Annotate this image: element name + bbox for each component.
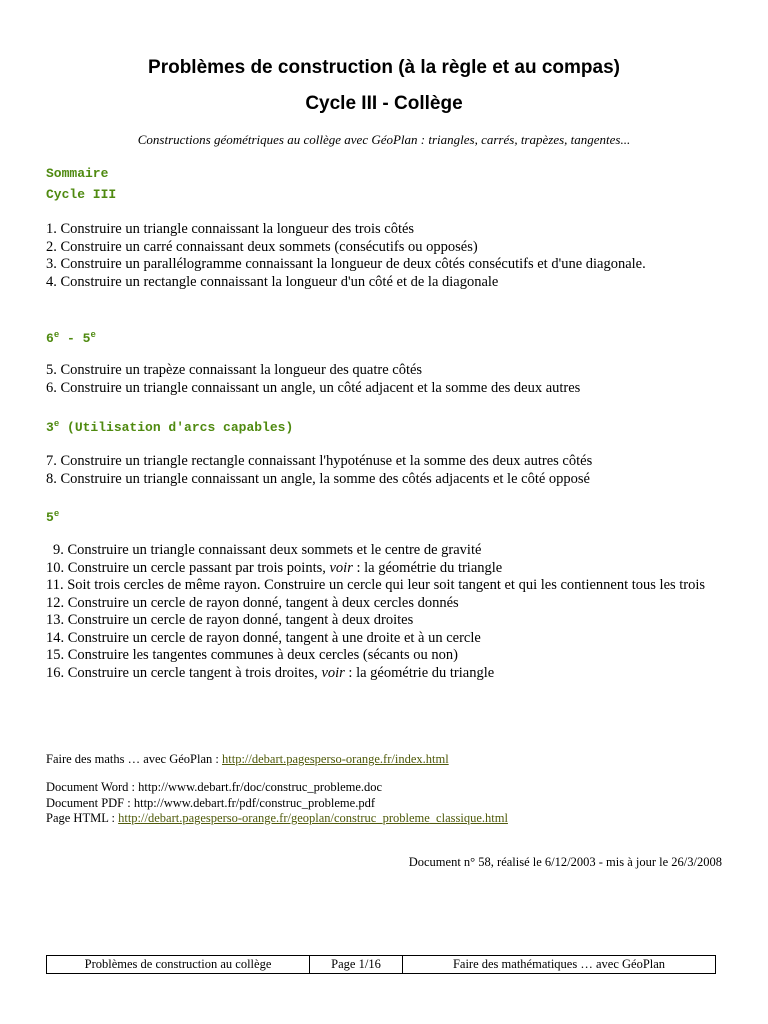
list-item: 10. Construire un cercle passant par trois points, voir : la géométrie du triangle [46, 559, 503, 576]
pdf-doc-line: Document PDF : http://www.debart.fr/pdf/construc_probleme.pdf [46, 795, 375, 810]
list-6e-5e [46, 362, 726, 397]
list-item: 7. Construire un triangle rectangle connaissant l'hypoténuse et la somme des deux autres côtés [46, 453, 593, 469]
page-title: Problèmes de construction (à la règle et au compas) [148, 57, 620, 78]
list-item: 11. Soit trois cercles de même rayon. Construire un cercle qui leur soit tangent et qui les contiennent tous les trois [46, 577, 706, 593]
list-item: 2. Construire un carré connaissant deux sommets (consécutifs ou opposés) [46, 238, 478, 255]
section-6e-5e-heading: 6e - 5e [46, 330, 96, 346]
list-5e [46, 542, 726, 682]
cycle3-heading: Cycle III [46, 187, 117, 202]
section-3e-heading: 3e (Utilisation d'arcs capables) [46, 419, 294, 435]
geoplan-link[interactable]: http://debart.pagesperso-orange.fr/index.html [222, 752, 449, 766]
section-5e-heading: 5e [46, 509, 60, 525]
html-page-line: Page HTML : http://debart.pagesperso-orange.fr/geoplan/construc_probleme_classique.html [46, 811, 508, 825]
list-item: 9. Construire un triangle connaissant deux sommets et le centre de gravité [53, 542, 482, 558]
list-item: 1. Construire un triangle connaissant la longueur des trois côtés [46, 221, 415, 237]
list-item: 6. Construire un triangle connaissant un angle, un côté adjacent et la somme des deux autres [46, 379, 581, 396]
html-page-link[interactable]: http://debart.pagesperso-orange.fr/geoplan/construc_probleme_classique.html [118, 811, 508, 825]
list-item: 5. Construire un trapèze connaissant la longueur des quatre côtés [46, 362, 423, 378]
geoplan-link-line: Faire des maths … avec GéoPlan : http://debart.pagesperso-orange.fr/index.html [46, 752, 449, 766]
sommaire-heading: Sommaire [46, 166, 109, 181]
document-info: Document n° 58, réalisé le 6/12/2003 - mis à jour le 26/3/2008 [408, 855, 722, 869]
page-description: Constructions géométriques au collège avec GéoPlan : triangles, carrés, trapèzes, tangentes... [137, 132, 631, 147]
page-subtitle: Cycle III - Collège [305, 93, 463, 114]
list-item: 16. Construire un cercle tangent à trois droites, voir : la géométrie du triangle [46, 664, 495, 681]
list-item: 3. Construire un parallélogramme connaissant la longueur de deux côtés consécutifs et d'une diagonale. [46, 256, 646, 272]
footer-title: Problèmes de construction au collège [47, 956, 310, 973]
list-item: 14. Construire un cercle de rayon donné, tangent à une droite et à un cercle [46, 629, 481, 646]
document-links [46, 780, 508, 827]
footer-page-number: Page 1/16 [310, 956, 403, 973]
page-footer [46, 955, 716, 974]
list-item: 12. Construire un cercle de rayon donné, tangent à deux cercles donnés [46, 594, 459, 611]
list-item: 8. Construire un triangle connaissant un angle, la somme des côtés adjacents et le côté opposé [46, 470, 590, 487]
word-doc-line: Document Word : http://www.debart.fr/doc/construc_probleme.doc [46, 780, 383, 794]
list-item: 13. Construire un cercle de rayon donné, tangent à deux droites [46, 612, 414, 628]
list-item: 15. Construire les tangentes communes à deux cercles (sécants ou non) [46, 647, 458, 663]
list-item: 4. Construire un rectangle connaissant la longueur d'un côté et de la diagonale [46, 273, 499, 290]
list-cycle3 [46, 221, 726, 291]
footer-site: Faire des mathématiques … avec GéoPlan [452, 957, 666, 971]
list-3e [46, 453, 726, 488]
